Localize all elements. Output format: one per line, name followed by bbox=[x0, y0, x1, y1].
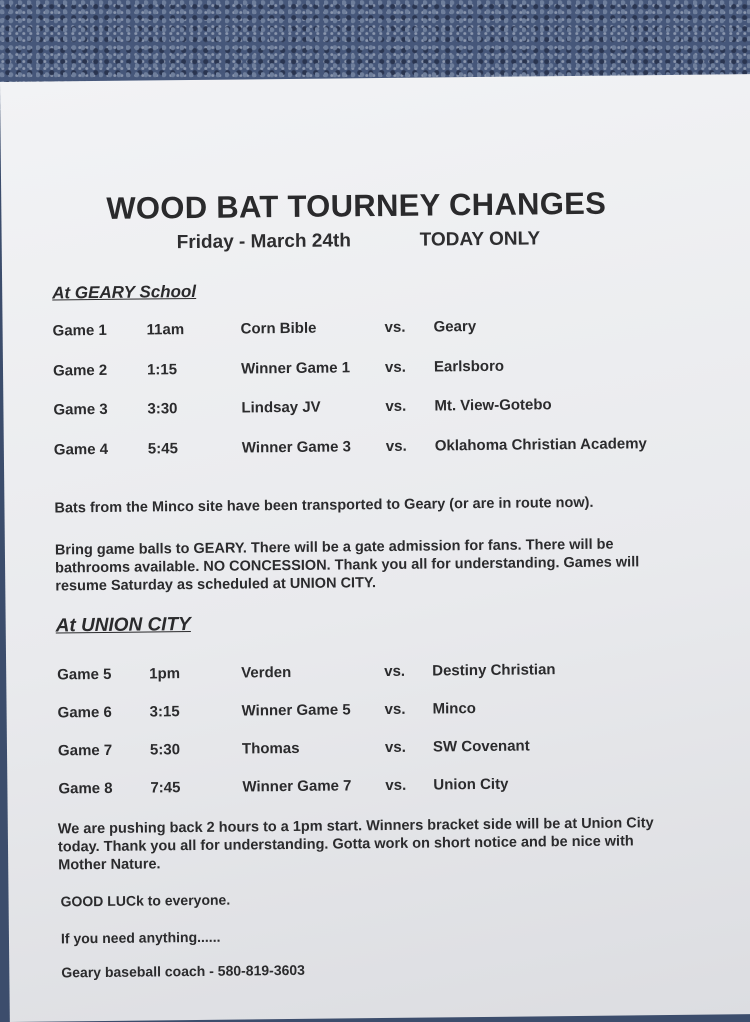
union-city-section-heading: At UNION CITY bbox=[55, 614, 191, 637]
away-team: Minco bbox=[432, 700, 477, 718]
need-anything-note: If you need anything...... bbox=[60, 928, 221, 947]
flyer-paper bbox=[0, 74, 750, 1022]
game-time: 11am bbox=[146, 321, 185, 339]
home-team: Winner Game 5 bbox=[241, 701, 351, 720]
home-team: Verden bbox=[241, 663, 292, 682]
home-team: Winner Game 7 bbox=[242, 777, 352, 796]
versus-label: vs. bbox=[384, 318, 406, 336]
game-time: 3:15 bbox=[149, 703, 180, 721]
away-team: Union City bbox=[433, 775, 509, 794]
home-team: Winner Game 1 bbox=[240, 359, 351, 378]
game-row bbox=[3, 394, 750, 424]
home-team: Lindsay JV bbox=[241, 398, 321, 417]
away-team: Geary bbox=[433, 318, 477, 336]
game-time: 1:15 bbox=[146, 361, 178, 379]
versus-label: vs. bbox=[384, 358, 406, 376]
game-number: Game 1 bbox=[52, 321, 107, 340]
game-row bbox=[4, 434, 750, 464]
good-luck-note: GOOD LUCk to everyone. bbox=[60, 891, 231, 910]
game-time: 3:30 bbox=[147, 400, 178, 418]
game-row bbox=[7, 773, 750, 803]
game-row bbox=[3, 315, 750, 345]
game-number: Game 8 bbox=[58, 779, 113, 798]
game-number: Game 5 bbox=[57, 665, 112, 684]
game-row bbox=[3, 355, 750, 385]
game-time: 1pm bbox=[149, 665, 181, 683]
versus-label: vs. bbox=[384, 662, 406, 681]
away-team: SW Covenant bbox=[432, 737, 530, 756]
game-time: 5:45 bbox=[147, 440, 178, 458]
versus-label: vs. bbox=[384, 700, 406, 719]
away-team: Oklahoma Christian Academy bbox=[434, 435, 647, 455]
away-team: Earlsboro bbox=[433, 357, 505, 376]
versus-label: vs. bbox=[385, 776, 407, 795]
coach-contact: Geary baseball coach - 580-819-3603 bbox=[61, 961, 305, 981]
game-row bbox=[7, 735, 750, 765]
versus-label: vs. bbox=[384, 738, 406, 757]
home-team: Thomas bbox=[241, 739, 300, 758]
game-number: Game 2 bbox=[52, 361, 108, 380]
game-row bbox=[6, 659, 750, 689]
geary-section-heading: At GEARY School bbox=[52, 281, 197, 303]
versus-label: vs. bbox=[385, 397, 407, 415]
game-row bbox=[7, 697, 750, 727]
versus-label: vs. bbox=[385, 437, 407, 455]
flyer-date: Friday - March 24th bbox=[176, 230, 352, 254]
today-only-label: TODAY ONLY bbox=[419, 228, 541, 251]
away-team: Mt. View-Gotebo bbox=[434, 396, 552, 415]
home-team: Winner Game 3 bbox=[241, 438, 352, 457]
game-number: Game 7 bbox=[57, 741, 113, 760]
game-time: 7:45 bbox=[150, 779, 181, 797]
game-number: Game 3 bbox=[53, 400, 108, 419]
game-number: Game 6 bbox=[57, 703, 112, 722]
flyer-title: WOOD BAT TOURNEY CHANGES bbox=[106, 185, 607, 226]
bats-note: Bats from the Minco site have been transported to Geary (or are in route now). bbox=[54, 494, 594, 517]
home-team: Corn Bible bbox=[240, 319, 317, 338]
game-time: 5:30 bbox=[149, 741, 181, 759]
away-team: Destiny Christian bbox=[432, 661, 556, 680]
push-back-note: We are pushing back 2 hours to a 1pm start. Winners bracket side will be at Union City today. Thank you all for understanding. Gotta work on short notice and be nice with Mother Nature. bbox=[57, 815, 654, 874]
game-balls-note: Bring game balls to GEARY. There will be a gate admission for fans. There will be bathrooms available. NO CONCESSION. Thank you all for understanding. Games will resume Saturday as scheduled at UNION CITY. bbox=[54, 536, 640, 595]
game-number: Game 4 bbox=[53, 440, 109, 459]
